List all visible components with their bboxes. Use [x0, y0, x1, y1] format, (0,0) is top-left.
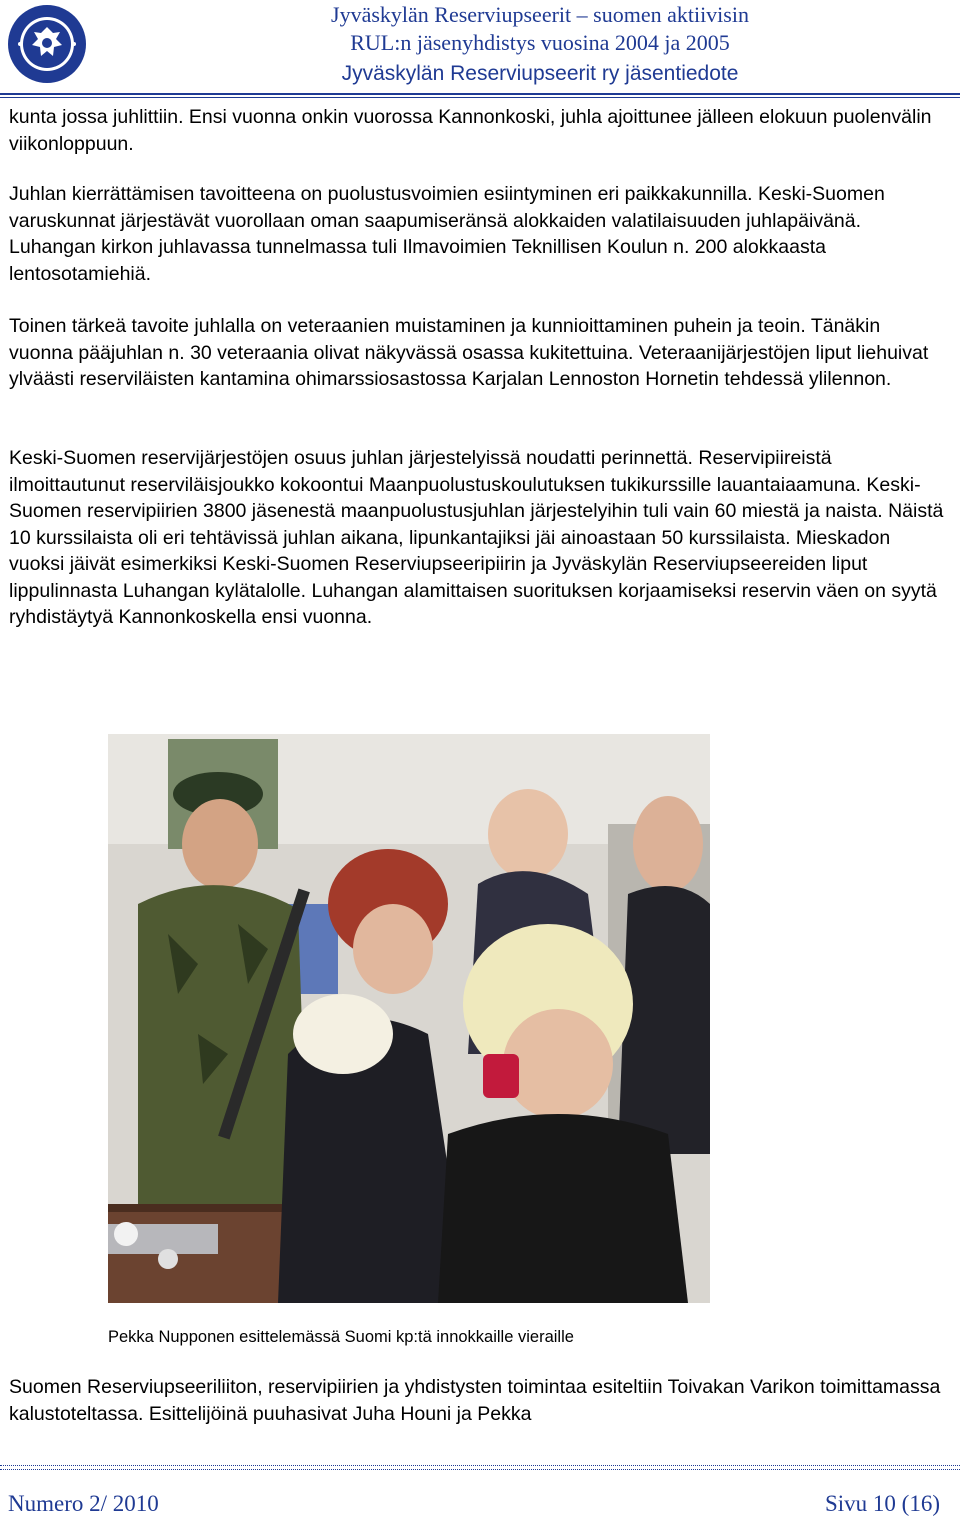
paragraph-1: kunta jossa juhlittiin. Ensi vuonna onkin vuorossa Kannonkoski, juhla ajoittunee jälleen elokuun puolenvälin viikonloppuun.: [9, 106, 932, 155]
header-divider: [0, 93, 960, 95]
issue-number: Numero 2/ 2010: [8, 1491, 159, 1516]
page-header: [0, 0, 960, 96]
header-title-line-1: Jyväskylän Reserviupseerit – suomen aktiivisin: [331, 2, 749, 27]
page-number: Sivu 10 (16): [825, 1491, 940, 1516]
event-photo: [108, 734, 710, 1303]
paragraph-3: Toinen tärkeä tavoite juhlalla on veteraanien muistaminen ja kunnioittaminen puhein ja teoin. Tänäkin vuonna pääjuhlan n. 30 veteraania olivat näkyvässä osassa kukitettuina. Veteraanijärjestöjen liput liehuivat ylväästi reserviläisten kantamina ohimarssiosastossa Karjalan Lennoston Hornetin tehdessä ylilennon.: [9, 315, 929, 390]
closing-paragraph: Suomen Reserviupseeriliiton, reservipiirien ja yhdistysten toimintaa esiteltiin Toivakan Varikon toimittamassa kalustoteltassa. Esittelijöinä puuhasivat Juha Houni ja Pekka: [9, 1376, 941, 1425]
paragraph-4: Keski-Suomen reservijärjestöjen osuus juhlan järjestelyissä noudatti perinnettä. Reservipiireistä ilmoittautunut reserviläisjoukko kokoontui Maanpuolustuskoulutuksen tukikurssille lauantaiaamuna. Keski-Suomen reservipiirien 3800 jäsenestä maanpuolustusjuhlan järjestelyihin tuli vain 60 miestä ja naista. Näistä 10 kurssilaista oli eri tehtävissä juhlan aikana, lipunkantajiksi jäi ainoastaan 50 kurssilaista. Mieskadon vuoksi jäivät esimerkiksi Keski-Suomen Reserviupseeripiirin ja Jyväskylän Reserviupseereiden liput lippulinnasta Luhangan kylätalolle. Luhangan alamittaisen suorituksen korjaamiseksi reservin väen on syytä ryhdistäytyä Kannonkoskella ensi vuonna.: [9, 447, 944, 628]
footer-divider: [0, 1465, 960, 1466]
photo-caption: Pekka Nupponen esittelemässä Suomi kp:tä innokkaille vieraille: [108, 1328, 574, 1346]
header-divider-thin: [0, 97, 960, 98]
footer-divider-second: [0, 1469, 960, 1470]
paragraph-2: Juhlan kierrättämisen tavoitteena on puolustusvoimien esiintyminen eri paikkakunnilla. Keski-Suomen varuskunnat järjestävät vuorollaan oman saapumiseränsä alokkaiden valatilaisuuden juhlapäivänä. Luhangan kirkon juhlavassa tunnelmassa tuli Ilmavoimien Teknillisen Koulun n. 200 alokkaasta lentosotamiehiä.: [9, 183, 885, 285]
header-subtitle: Jyväskylän Reserviupseerit ry jäsentiedote: [341, 62, 739, 85]
header-title-line-2: RUL:n jäsenyhdistys vuosina 2004 ja 2005: [350, 30, 730, 55]
